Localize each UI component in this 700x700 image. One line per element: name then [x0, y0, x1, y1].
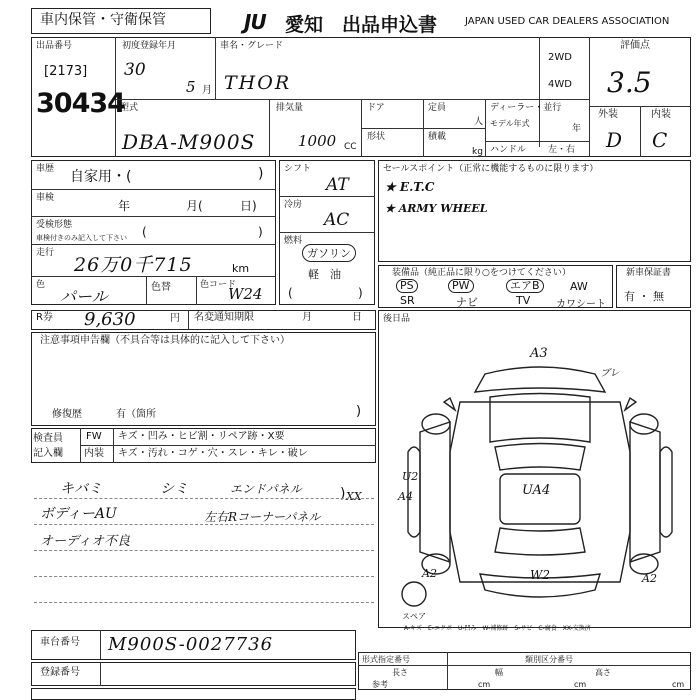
cc-unit: CC: [344, 142, 357, 152]
comment-xx: XX: [346, 490, 362, 503]
equip-tv: TV: [516, 294, 531, 307]
color-code: W24: [228, 285, 263, 303]
fuel-label: 燃料: [284, 236, 303, 246]
damage-legend: A-キズ E-エクボ U-凹み W-補修跡 S-サビ C-腐食 XX-交換済: [404, 625, 591, 632]
type-designation-label: 形式指定番号: [362, 655, 410, 664]
notes-label: 注意事項申告欄（不具合等は具体的に記入して下さい）: [40, 335, 290, 346]
damage-mark-a4: A4: [398, 490, 413, 503]
recycle-amount: 9,630: [84, 309, 136, 330]
fuel-close: ): [358, 286, 363, 300]
inspection-year: 年: [118, 199, 131, 213]
color-value: パール: [60, 287, 108, 306]
equip-ps: PS: [396, 279, 418, 293]
association-name: JAPAN USED CAR DEALERS ASSOCIATION: [465, 16, 670, 27]
month-unit: 月: [202, 85, 212, 96]
equip-aw: AW: [570, 280, 588, 293]
fw-label: FW: [86, 431, 102, 442]
capacity-unit: 人: [474, 117, 484, 127]
exterior-grade: D: [606, 128, 623, 152]
fuel-gasoline: ガソリン: [302, 244, 356, 262]
later-docs-label: 後日品: [383, 314, 411, 324]
shift-label: シフト: [284, 164, 312, 174]
transfer-note: 車検付きのみ記入して下さい: [36, 234, 127, 242]
equip-sr: SR: [400, 294, 415, 307]
fuel-open: (: [288, 286, 293, 300]
damage-mark-bure: ブレ: [600, 368, 620, 379]
cm-unit-3: cm: [672, 680, 685, 689]
handle-label: ハンドル: [490, 145, 527, 155]
repair-value: 有（箇所: [116, 409, 156, 420]
inspector-label-1: 検査員: [33, 433, 63, 444]
title-deadline-month: 月: [302, 312, 312, 323]
equip-navi: ナビ: [456, 296, 478, 309]
drive-2wd: 2WD: [548, 52, 572, 63]
ju-logo: JU: [244, 10, 266, 34]
model-grade-label: 車名・グレード: [220, 41, 284, 51]
inspector-label-2: 記入欄: [33, 448, 63, 459]
chassis-number: M900S-0027736: [108, 634, 274, 655]
load-unit: kg: [472, 147, 483, 157]
displacement: 1000: [298, 132, 337, 150]
history-close: ): [258, 166, 264, 182]
ac-label: 冷房: [284, 200, 303, 210]
rating-label: 評価点: [620, 40, 650, 51]
rating-score: 3.5: [607, 66, 652, 99]
notes-section: [31, 332, 376, 426]
reference-label: 参考: [372, 680, 388, 689]
cm-unit-1: cm: [478, 680, 491, 689]
storage-badge: 車内保管・守衛保管: [31, 8, 211, 34]
inspection-day: 日): [240, 199, 257, 213]
first-reg-label: 初度登録年月: [122, 41, 177, 51]
comment-bracket: ): [340, 486, 346, 502]
model-type-label: 型式: [120, 103, 139, 113]
width-label: 幅: [495, 668, 503, 677]
color-label: 色: [36, 280, 46, 290]
model-year-label: モデル年式: [490, 119, 530, 128]
damage-mark-u2: U2: [402, 470, 419, 483]
sales-points-label: セールスポイント（正常に機能するものに限ります）: [383, 164, 599, 174]
region-name: 愛知: [285, 14, 324, 36]
history-value: 自家用・(: [70, 169, 132, 185]
equip-pw: PW: [448, 279, 474, 293]
title-deadline-day: 日: [352, 312, 362, 323]
comment-end-panel: エンドパネル: [230, 482, 302, 496]
comment-corner-panel: 左右Rコーナーパネル: [204, 510, 321, 524]
damage-mark-a2-left: A2: [422, 567, 437, 580]
length-label: 長さ: [392, 668, 408, 677]
sales-point-1: ★ E.T.C: [385, 180, 435, 194]
year-unit: 年: [572, 124, 582, 134]
repair-close: ): [356, 404, 362, 419]
color-change-label: 色替: [151, 282, 171, 293]
interior-flag-label: 内装: [84, 448, 104, 459]
lot-number-label: 出品番号: [36, 41, 73, 51]
warranty-label: 新車保証書: [626, 268, 672, 278]
title-deadline-label: 名変通知期限: [194, 312, 254, 323]
spare-label: スペア: [402, 612, 426, 621]
shape-label: 形状: [367, 132, 386, 142]
form-title: 出品申込書: [342, 14, 438, 36]
dealer-label: ディーラー・並行: [490, 103, 562, 113]
transfer-open: (: [142, 225, 147, 239]
model-type: DBA-M900S: [122, 130, 256, 154]
shift-value: AT: [326, 175, 349, 195]
height-label: 高さ: [595, 668, 611, 677]
registration-number-label: 登録番号: [40, 667, 80, 678]
exterior-label: 外装: [598, 109, 618, 120]
interior-grade: C: [652, 128, 668, 152]
transfer-close: ): [258, 225, 263, 239]
comment-body: ボディーAU: [40, 506, 117, 522]
recycle-unit: 円: [170, 313, 180, 324]
history-label: 車歴: [36, 164, 55, 174]
bottom-stub-row: [31, 688, 356, 700]
load-label: 積載: [428, 132, 447, 142]
equip-airbag: エアB: [506, 279, 544, 293]
cm-unit-2: cm: [574, 680, 587, 689]
first-reg-year: 30: [124, 60, 146, 80]
damage-mark-ua4: UA4: [522, 483, 551, 498]
color-code-label: 色コード: [200, 280, 237, 290]
comment-audio: オーディオ不良: [40, 534, 130, 549]
lot-number: 30434: [36, 88, 125, 119]
class-number-label: 類別区分番号: [525, 655, 573, 664]
damage-mark-a3: A3: [530, 346, 548, 361]
mileage-label: 走行: [36, 248, 55, 258]
exterior-flags: キズ・凹み・ヒビ割・リペア跡・X要: [118, 431, 285, 442]
door-label: ドア: [367, 103, 385, 113]
comment-kibami: キバミ: [60, 481, 102, 497]
displacement-label: 排気量: [276, 103, 304, 113]
inspection-label: 車検: [36, 193, 55, 203]
chassis-label: 車台番号: [40, 637, 80, 648]
interior-label: 内装: [651, 109, 671, 120]
damage-mark-w2: W2: [530, 568, 550, 582]
capacity-label: 定員: [428, 103, 447, 113]
repair-label: 修復歴: [52, 409, 82, 420]
equip-seat: カワシート: [556, 299, 606, 310]
recycle-label: R券: [36, 312, 53, 323]
transfer-label: 受検形態: [36, 220, 73, 230]
damage-mark-a2-right: A2: [642, 572, 657, 585]
mileage-value: 26万0千715: [74, 254, 193, 276]
lot-code: [2173]: [44, 64, 88, 79]
comment-shimi: シミ: [160, 481, 188, 497]
equipment-label: 装備品（純正品に限り○をつけてください）: [392, 268, 571, 278]
interior-flags: キズ・汚れ・コゲ・穴・スレ・キレ・破レ: [118, 448, 308, 459]
inspection-month: 月(: [186, 199, 203, 213]
ac-value: AC: [324, 210, 350, 230]
mileage-unit: km: [232, 262, 250, 275]
warranty-value: 有 ・ 無: [624, 290, 664, 303]
model-name: THOR: [224, 72, 292, 94]
drive-4wd: 4WD: [548, 79, 572, 90]
handle-value: 左・右: [548, 145, 576, 155]
fuel-diesel: 軽 油: [308, 268, 341, 281]
first-reg-month: 5: [186, 78, 196, 96]
sales-point-2: ★ ARMY WHEEL: [385, 202, 488, 215]
